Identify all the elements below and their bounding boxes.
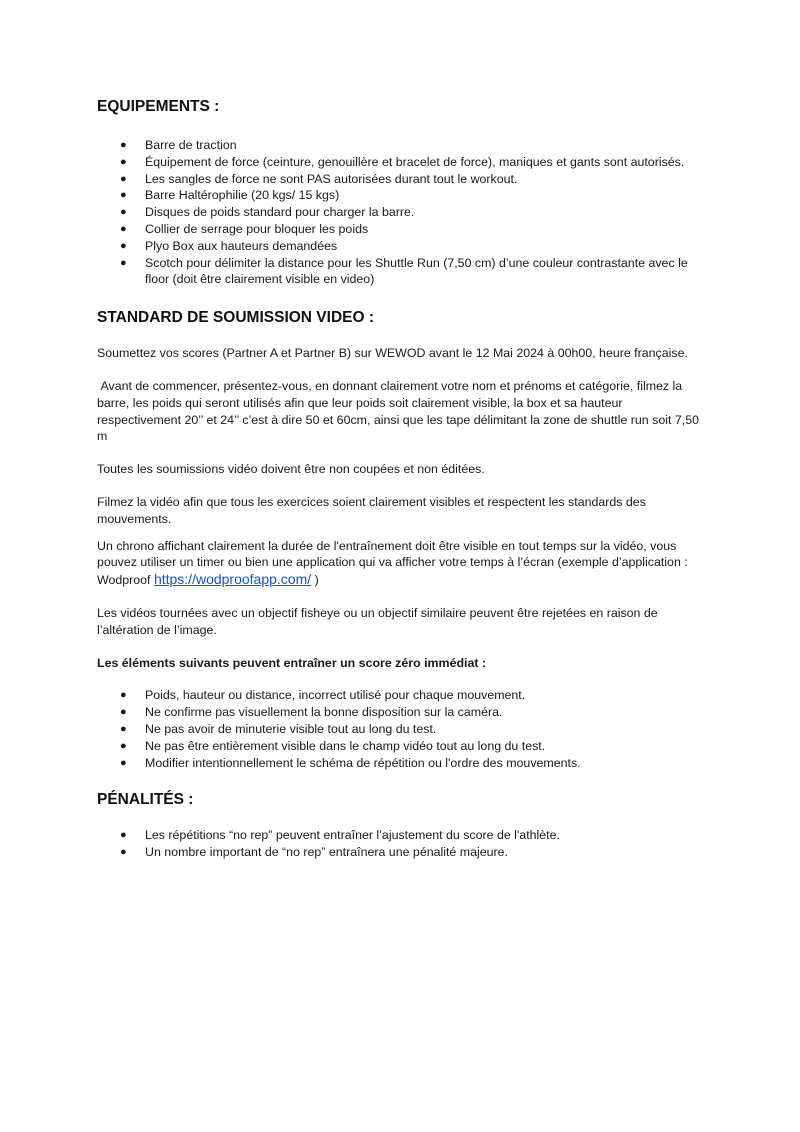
bullet-icon: ●	[120, 756, 127, 769]
paragraph-presentation: Avant de commencer, présentez-vous, en donnant clairement votre nom et prénoms et catégorie, filmez la barre, les poids qui seront utilisés afin que leur poids soit clairement visible, la box et sa hauteur respectivement 20’’ et 24’’ c’est à dire 50 et 60cm, ainsi que les tape délimitant la zone de shuttle run soit 7,50 m	[97, 378, 703, 444]
bullet-icon: ●	[120, 172, 127, 185]
bullet-icon: ●	[120, 739, 127, 752]
bullet-icon: ●	[120, 189, 127, 202]
bullet-icon: ●	[120, 846, 127, 859]
list-item: ● Scotch pour délimiter la distance pour les Shuttle Run (7,50 cm) d’une couleur contrastante avec le floor (doit être clairement visible en video)	[120, 255, 688, 287]
penalites-list	[97, 827, 702, 861]
list-item: ● Un nombre important de “no rep” entraînera une pénalité majeure.	[120, 845, 508, 860]
equipements-list	[97, 137, 702, 288]
bullet-icon: ●	[120, 829, 127, 842]
bullet-icon: ●	[120, 689, 127, 702]
bullet-icon: ●	[120, 139, 127, 151]
list-item: ● Plyo Box aux hauteurs demandées	[120, 238, 338, 253]
standard-heading: STANDARD DE SOUMISSION VIDEO :	[97, 309, 375, 327]
bullet-icon: ●	[120, 206, 127, 219]
bullet-icon: ●	[120, 239, 127, 252]
bullet-icon: ●	[120, 722, 127, 735]
list-item: ● Collier de serrage pour bloquer les poids	[120, 221, 369, 236]
bullet-icon: ●	[120, 155, 127, 168]
list-item: ● Poids, hauteur ou distance, incorrect utilisé pour chaque mouvement.	[120, 688, 526, 703]
list-item: ● Barre Haltérophilie (20 kgs/ 15 kgs)	[120, 188, 340, 203]
paragraph-uncut: Toutes les soumissions vidéo doivent être non coupées et non éditées.	[97, 462, 485, 477]
bullet-icon: ●	[120, 256, 127, 269]
list-item: ● Modifier intentionnellement le schéma de répétition ou l'ordre des mouvements.	[120, 755, 581, 770]
list-item: ● Ne pas être entièrement visible dans le champ vidéo tout au long du test.	[120, 738, 546, 753]
zero-score-list	[97, 687, 702, 771]
bullet-icon: ●	[120, 706, 127, 719]
list-item: ● Barre de traction	[120, 138, 237, 152]
list-item: ● Les sangles de force ne sont PAS autorisées durant tout le workout.	[120, 171, 518, 186]
penalites-heading: PÉNALITÉS :	[97, 791, 194, 809]
list-item: ● Ne confirme pas visuellement la bonne disposition sur la caméra.	[120, 705, 503, 720]
list-item: ● Les répétitions “no rep” peuvent entraîner l’ajustement du score de l'athlète.	[120, 828, 560, 843]
paragraph-chrono: Un chrono affichant clairement la durée de l'entraînement doit être visible en tout temps sur la vidéo, vous pouvez utiliser un timer ou bien une application qui va afficher votre temps à l’écran (exemple d’application : Wodproof https://wodproofapp.com/ )	[97, 538, 688, 588]
list-item: ● Disques de poids standard pour charger la barre.	[120, 205, 415, 220]
list-item: ● Équipement de force (ceinture, genouillère et bracelet de force), maniques et gants sont autorisés.	[120, 154, 685, 169]
paragraph-film-exercises: Filmez la vidéo afin que tous les exercices soient clairement visibles et respectent les standards des mouvements.	[97, 494, 646, 526]
paragraph-submit-scores: Soumettez vos scores (Partner A et Partner B) sur WEWOD avant le 12 Mai 2024 à 00h00, heure française.	[97, 346, 688, 361]
bullet-icon: ●	[120, 222, 127, 235]
document-content	[97, 96, 702, 861]
zero-score-heading: Les éléments suivants peuvent entraîner un score zéro immédiat :	[97, 655, 487, 670]
wodproof-link[interactable]: https://wodproofapp.com/	[153, 571, 312, 588]
list-item: ● Ne pas avoir de minuterie visible tout au long du test.	[120, 721, 437, 736]
equipements-heading: EQUIPEMENTS :	[97, 98, 220, 115]
paragraph-fisheye: Les vidéos tournées avec un objectif fisheye ou un objectif similaire peuvent être rejetées en raison de l’altération de l’image.	[97, 605, 658, 637]
